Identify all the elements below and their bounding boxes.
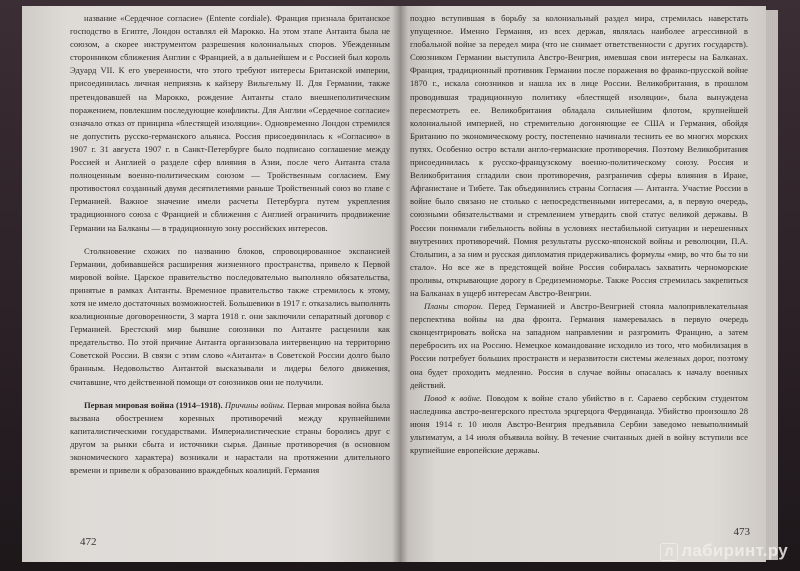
right-page [400,6,766,562]
subsection-heading: Планы сторон. [424,301,484,312]
section-heading: Первая мировая война (1914–1918). [84,399,223,410]
paragraph: название «Сердечное согласие» (Entente cordiale). Франция признала британское господство в Египте, Лондон оставлял ей Марокко. На этом этапе Антанта была не союзом, а скорее инструментом разрешения колониальных споров. Убежденным сторонником сближения Англии с Францией, а в дальнейшем и с Россией был король Эдуард VII. К его уверенности, что этого требуют интересы Британской империи, присоединилась личная неприязнь к кайзеру Вильгельму II. Для Германии, также претендовавшей на Марокко, рождение Антанты стало внешнеполитическим поражением, повлекшим последующие конфликты. Для Англии «Сердечное согласие» означало отказ от принципа «блестящей изоляции». Одновременно Лондон стремился не допустить русско-германского альянса. Россия присоединилась к «Согласию» в 1907 г. 31 августа 1907 г. в Санкт-Петербурге было подписано соглашение между Россией и Англией о разделе сфер влияния в Азии, после чего Антанта стала полноценным военно-политическим союзом — Тройственным согласием. Ему противостоял созданный двумя десятилетиями раньше Тройственный союз во главе с Германией. Важное значение имели расчеты Петербурга путем укрепления традиционного союза с Францией и сближения с Англией ограничить продвижение Германии на Балканы — в традиционную зону российских интересов. [70,13,390,233]
paragraph: Повод к войне. Поводом к войне стало убийство в г. Сараево сербским студентом наследника австро-венгерского престола эрцгерцога Фердинанда. Убийство произошло 28 июня 1914 г. 10 июля Австро-Венгрия предъявила Сербии заведомо невыполнимый ультиматум, а 14 июля объявила войну. В течение считанных дней в войну вступили все крупнейшие европейские державы. [410,392,748,456]
watermark [660,541,788,561]
left-page [22,6,400,562]
page-edges [766,10,778,560]
subsection-heading: Повод к войне. [424,392,482,403]
paragraph: Первая мировая война (1914–1918). Причины войны. Первая мировая война была вызвана обострением коренных противоречий между крупнейшими капиталистическими государствами. Империалистические страны боролись друг с другом за рынки сбыта и источники сырья. Данные противоречия (в основном экономического характера) возникали и нарастали на протяжении длительного времени и привели к образованию враждебных коалиций. Германия [70,399,391,476]
book-spine-gutter [392,6,408,562]
watermark-text: лабиринт.ру [681,541,788,560]
left-page-text-column [70,12,390,477]
page-number-left: 472 [80,536,97,548]
subsection-heading: Причины войны. [224,399,285,410]
paragraph: Планы сторон. Перед Германией и Австро-Венгрией стояла малопривлекательная перспектива войны на два фронта. Германия намеревалась в первую очередь сконцентрировать войска на западном направлении и разгромить Францию, а затем перебросить их на Россию. Немецкое командование исходило из того, что мобилизация в России потребует больших пространств и неразвитости системы железных дорог, поэтому она будет проходить медленно. Россия в случае войны опасалась к началу военных действий. [410,301,748,390]
page-number-right: 473 [733,526,750,538]
paragraph: Столкновение схожих по названию блоков, спровоцированное экспансией Германии, добивавшейся расширения жизненного пространства, привело к Первой мировой войне. Царское правительство последовательно выполняло обязательства, принятые в рамках Антанты. Временное правительство также стремилось к этому, хотя не имело достаточных возможностей. Большевики в 1917 г. отказались выполнять коалиционные договоренности, 3 марта 1918 г. они заключили сепаратный договор с Германией. Брестский мир бывшие союзники по Антанте расценили как предательство. По этой причине Антанта организовала интервенцию на территорию Советской России. В связи с этим слово «Антанта» в Советской России долго было бранным. Недовольство Антантой высказывали и лидеры белого движения, считавшие, что действенной помощи от союзников они не получили. [70,245,390,387]
paragraph: поздно вступившая в борьбу за колониальный раздел мира, стремилась наверстать упущенное. Именно Германия, из всех держав, являлась наиболее агрессивной в глобальной войне за передел мира (что не снимает ответственности с других государств). Союзником Германии выступила Австро-Венгрия, имевшая свои интересы на Балканах. Франция, традиционный противник Германии после поражения во франко-прусской войне 1870 г., искала союзников и нашла их в лице России. Великобритания, в прошлом проводившая традиционную политику «блестящей изоляции», была вынуждена пересмотреть ее. Великобритания обладала сильнейшим флотом, крупнейшей колониальной империей, но стремительно догоняющие ее США и Германия, обойдя Британию по экономическому росту, постепенно начинали теснить ее во многих морских путях. Особенно остро встали англо-германские противоречия. Поэтому Великобритания присоединилась к русско-французскому военно-политическому союзу. Россия и Великобритания сгладили свои противоречия, разграничив сферы влияния в Иране, Афганистане и Тибете. Так объединились страны Согласия — Антанта. Участие России в войне было связано не столько с непосредственными интересами, а, в первую очередь, союзными обязательствами и стремлением утвердить свой статус великой державы. В России понимали гибельность войны в условиях нестабильной ситуации и нерешенных внутренних противоречий. Помня результаты русско-японской войны и революции, П.А. Столыпин, а за ним и русская дипломатия придерживались формулы «мир, во что бы то ни стало». Но все же в предстоящей войне Россия собиралась захватить черноморские проливы, открывающие дорогу в Средиземноморье. Также Россия стремилась закрепиться на Балканах в ущерб интересам Австро-Венгрии. [410,13,748,298]
labirint-logo-icon: Л [660,543,678,561]
right-page-text-column [410,12,748,457]
